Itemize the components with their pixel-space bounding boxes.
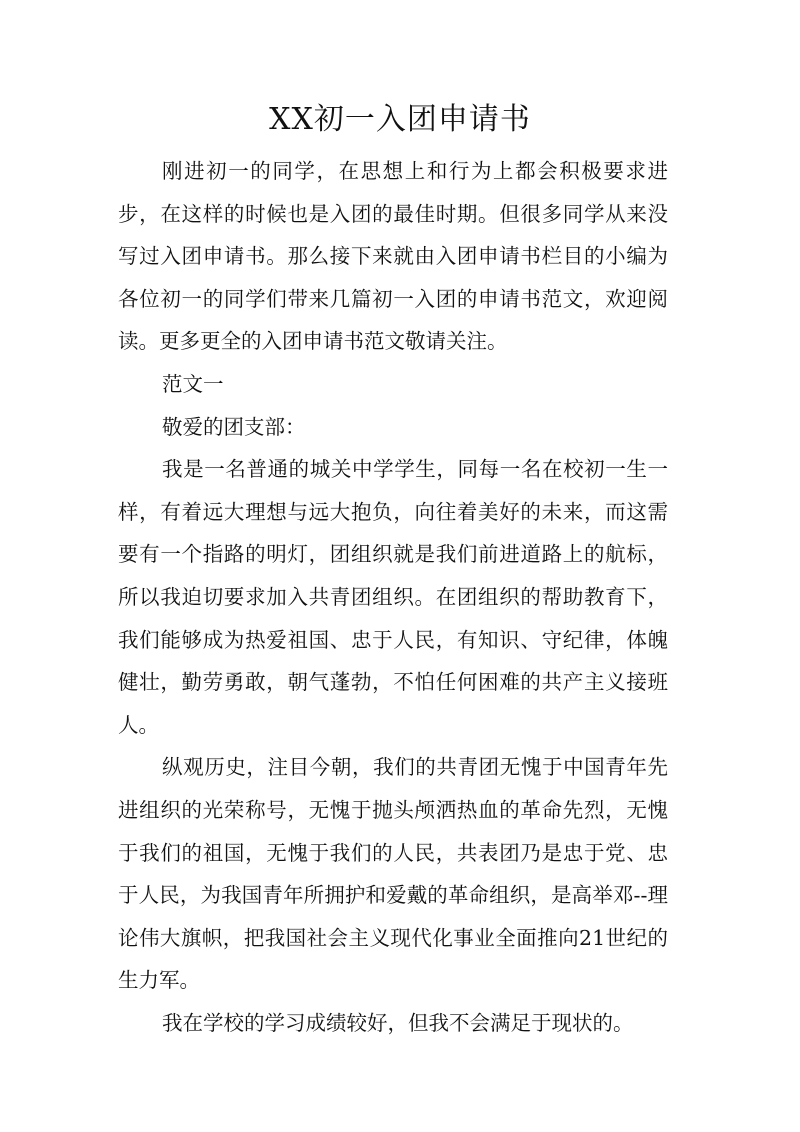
sample-heading: 范文一: [162, 371, 224, 396]
intro-paragraph: 刚进初一的同学，在思想上和行为上都会积极要求进步，在这样的时候也是入团的最佳时期。但很多同学从来没写过入团申请书。那么接下来就由入团申请书栏目的小编为各位初一的同学们带来几篇初一入团的申请书范文，欢迎阅读。更多更全的入团申请书范文敬请关注。: [118, 159, 668, 354]
body-paragraph: 我在学校的学习成绩较好，但我不会满足于现状的。: [162, 1010, 634, 1035]
document-body: [118, 150, 668, 1044]
body-paragraph: 我是一名普通的城关中学学生，同每一名在校初一生一样，有着远大理想与远大抱负，向往着美好的未来，而这需要有一个指路的明灯，团组织就是我们前进道路上的航标，所以我迫切要求加入共青团组织。在团组织的帮助教育下，我们能够成为热爱祖国、忠于人民，有知识、守纪律，体魄健壮，勤劳勇敢，朝气蓬勃，不怕任何困难的共产主义接班人。: [118, 457, 668, 737]
document-title: XX初一入团申请书: [269, 102, 531, 137]
salutation: 敬爱的团支部：: [162, 414, 306, 439]
body-paragraph: 纵观历史，注目今朝，我们的共青团无愧于中国青年先进组织的光荣称号，无愧于抛头颅洒热血的革命先烈，无愧于我们的祖国，无愧于我们的人民，共表团乃是忠于党、忠于人民，为我国青年所拥护和爱戴的革命组织，是高举邓--理论伟大旗帜，把我国社会主义现代化事业全面推向21世纪的生力军。: [118, 755, 668, 993]
